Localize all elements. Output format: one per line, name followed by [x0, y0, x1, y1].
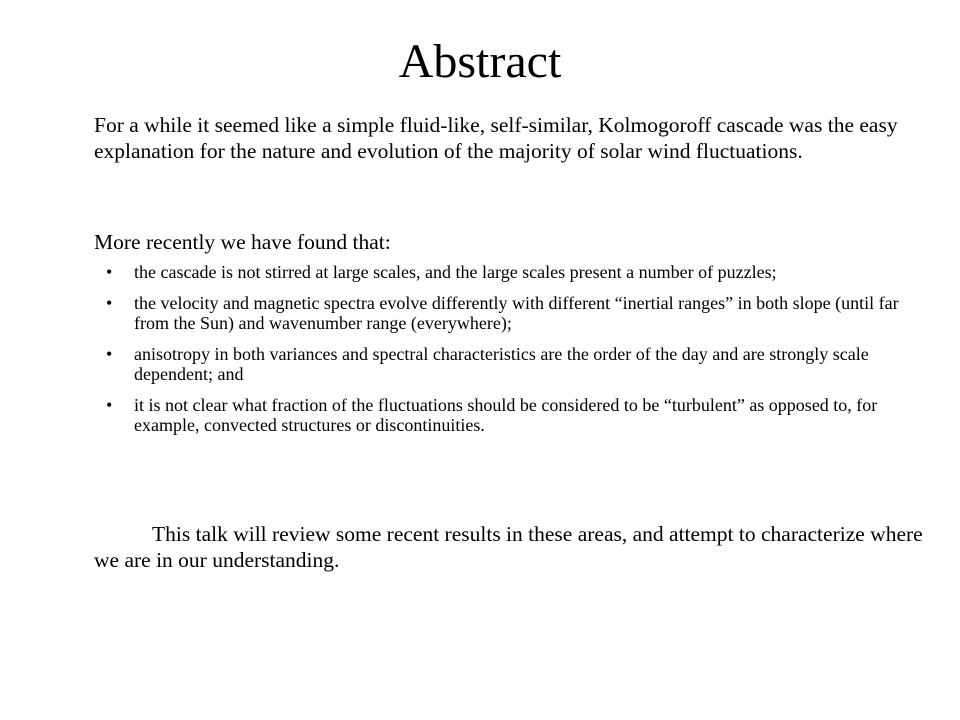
- list-item-text: the velocity and magnetic spectra evolve differently with different “inertial ranges” in both slope (until far from the Sun) and wavenumber range (everywhere);: [134, 293, 899, 333]
- lead-in-paragraph: More recently we have found that:: [94, 230, 391, 254]
- bullet-icon: •: [106, 344, 113, 364]
- findings-list: [94, 262, 924, 446]
- conclusion-paragraph: This talk will review some recent results in these areas, and attempt to characterize where we are in our understanding.: [94, 522, 923, 572]
- bullet-icon: •: [106, 293, 113, 313]
- list-item: [94, 344, 924, 384]
- list-item: [94, 293, 924, 333]
- slide-title: Abstract: [398, 35, 562, 88]
- list-item-text: the cascade is not stirred at large scales, and the large scales present a number of puzzles;: [134, 262, 777, 282]
- list-item: [94, 395, 924, 435]
- bullet-icon: •: [106, 262, 113, 282]
- intro-paragraph: For a while it seemed like a simple fluid-like, self-similar, Kolmogoroff cascade was the easy explanation for the nature and evolution of the majority of solar wind fluctuations.: [94, 113, 898, 163]
- list-item-text: it is not clear what fraction of the fluctuations should be considered to be “turbulent” as opposed to, for example, convected structures or discontinuities.: [134, 395, 878, 435]
- bullet-icon: •: [106, 395, 113, 415]
- list-item-text: anisotropy in both variances and spectral characteristics are the order of the day and are strongly scale dependent; and: [134, 344, 869, 384]
- list-item: [94, 262, 924, 282]
